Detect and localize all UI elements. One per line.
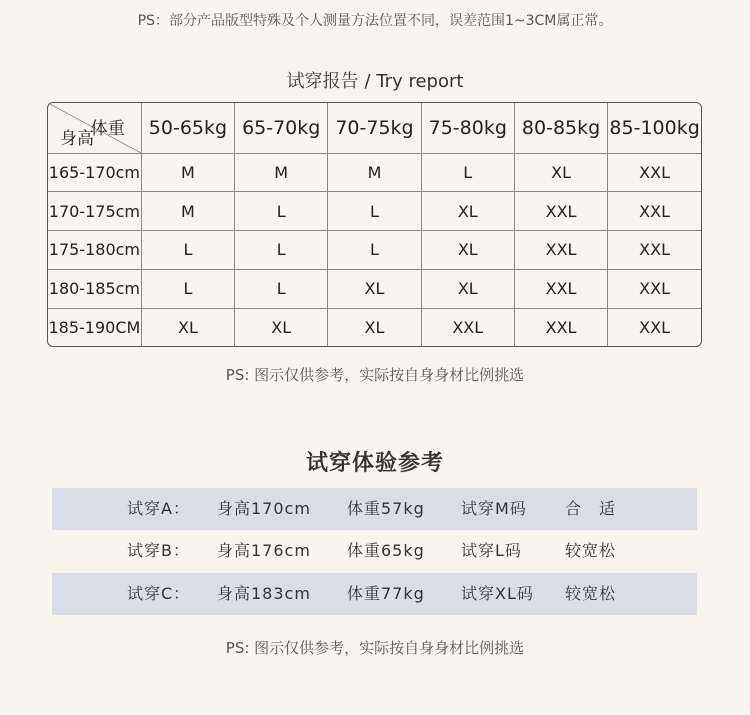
- height-cell: 180-185cm: [48, 269, 141, 308]
- weight-header: 50-65kg: [141, 103, 234, 153]
- tester-height: 身高176cm: [217, 541, 311, 560]
- weight-header: 75-80kg: [421, 103, 514, 153]
- size-cell: L: [141, 269, 234, 308]
- size-cell: XL: [421, 231, 514, 270]
- report-title-en: / Try report: [364, 71, 464, 92]
- report-title-cn: 试穿报告: [286, 71, 359, 92]
- height-cell: 170-175cm: [48, 192, 141, 231]
- tester-fit: 较宽松: [565, 541, 617, 560]
- corner-weight-label: 体重: [90, 119, 125, 139]
- tester-label: 试穿C：: [127, 584, 191, 603]
- size-cell: L: [235, 231, 328, 270]
- corner-height-label: 身高: [60, 128, 94, 149]
- size-cell: L: [235, 269, 328, 308]
- size-cell: XL: [328, 308, 421, 346]
- tester-height: 身高183cm: [217, 584, 311, 603]
- size-cell: XL: [235, 308, 328, 346]
- table-note: PS: 图示仅供参考，实际按自身身材比例挑选: [225, 366, 525, 384]
- weight-header: 85-100kg: [608, 103, 701, 153]
- table-header-row: [48, 103, 701, 153]
- tester-size: 试穿L码: [461, 541, 522, 560]
- tester-label: 试穿B：: [127, 541, 190, 560]
- weight-header: 65-70kg: [235, 103, 328, 153]
- size-cell: XL: [141, 308, 234, 346]
- tester-weight: 体重65kg: [347, 541, 425, 560]
- size-cell: XL: [514, 153, 607, 192]
- table-row: [48, 269, 701, 308]
- tester-fit: 合 适: [565, 499, 617, 518]
- size-cell: L: [235, 192, 328, 231]
- tester-weight: 体重57kg: [347, 499, 425, 518]
- size-cell: XL: [421, 269, 514, 308]
- size-cell: XXL: [608, 153, 701, 192]
- weight-header: 80-85kg: [514, 103, 607, 153]
- size-cell: M: [141, 153, 234, 192]
- size-cell: M: [328, 153, 421, 192]
- table-row: [48, 308, 701, 346]
- size-cell: XXL: [421, 308, 514, 346]
- tester-size: 试穿M码: [461, 499, 527, 518]
- size-cell: XXL: [514, 231, 607, 270]
- bottom-note: PS: 图示仅供参考，实际按自身身材比例挑选: [225, 639, 525, 657]
- tester-label: 试穿A：: [127, 499, 190, 518]
- size-cell: M: [235, 153, 328, 192]
- size-chart-table: [47, 102, 702, 347]
- size-cell: XL: [328, 269, 421, 308]
- size-cell: L: [328, 231, 421, 270]
- tester-weight: 体重77kg: [347, 584, 425, 603]
- experience-row: [52, 488, 697, 530]
- tester-size: 试穿XL码: [461, 584, 534, 603]
- report-title: [0, 67, 750, 93]
- size-cell: XXL: [608, 192, 701, 231]
- size-cell: L: [141, 231, 234, 270]
- height-cell: 185-190CM: [48, 308, 141, 346]
- top-note: PS：部分产品版型特殊及个人测量方法位置不同，误差范围1~3CM属正常。: [137, 13, 613, 29]
- size-cell: XXL: [608, 231, 701, 270]
- weight-header: 70-75kg: [328, 103, 421, 153]
- size-cell: XXL: [608, 308, 701, 346]
- table-row: [48, 192, 701, 231]
- table-row: [48, 231, 701, 270]
- tester-height: 身高170cm: [217, 499, 311, 518]
- experience-row: [52, 573, 697, 615]
- size-cell: L: [328, 192, 421, 231]
- table-row: [48, 153, 701, 192]
- experience-title: 试穿体验参考: [305, 451, 444, 476]
- size-cell: XXL: [514, 192, 607, 231]
- size-cell: XL: [421, 192, 514, 231]
- size-cell: XXL: [608, 269, 701, 308]
- size-cell: XXL: [514, 269, 607, 308]
- corner-cell: [48, 103, 141, 153]
- size-cell: XXL: [514, 308, 607, 346]
- tester-fit: 较宽松: [565, 584, 617, 603]
- experience-row: [52, 530, 697, 572]
- height-cell: 165-170cm: [48, 153, 141, 192]
- height-cell: 175-180cm: [48, 231, 141, 270]
- size-cell: L: [421, 153, 514, 192]
- size-cell: M: [141, 192, 234, 231]
